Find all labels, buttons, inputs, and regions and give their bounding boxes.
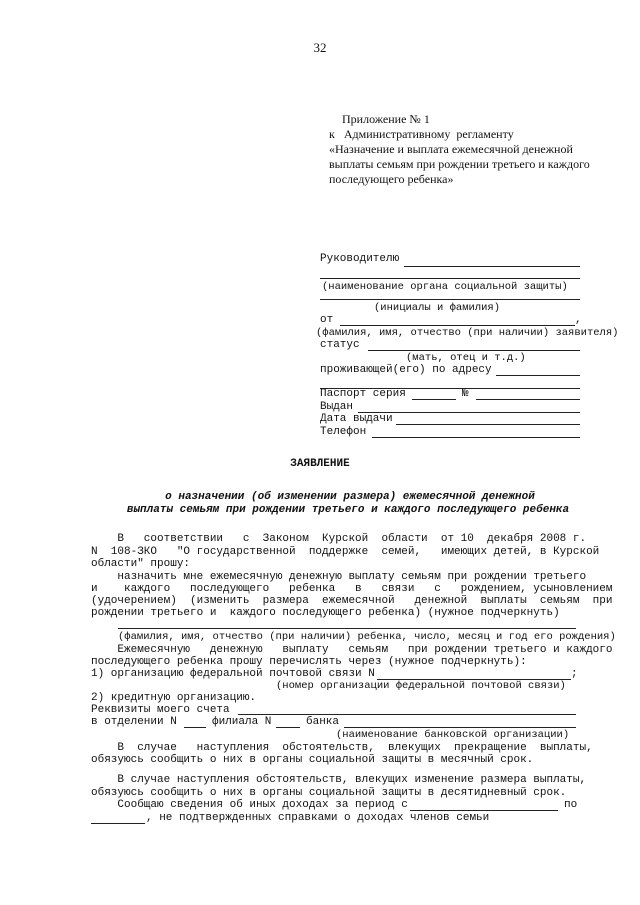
- initials-hint: (инициалы и фамилия): [374, 302, 501, 314]
- status-label: статус: [320, 339, 360, 351]
- phone-field[interactable]: [372, 437, 580, 438]
- status-field[interactable]: [368, 350, 580, 351]
- filial-number-field[interactable]: [276, 727, 300, 728]
- applicant-field[interactable]: [340, 325, 575, 326]
- post-hint: (номер организации федеральной почтовой связи): [276, 680, 566, 692]
- body-p3-line2: последующего ребенка прошу перечислять через (нужное подчеркнуть):: [91, 656, 527, 668]
- body-p2-line3: (удочерением) (изменить размера ежемесячной денежной выплаты семьям при: [91, 595, 613, 607]
- child-hint: (фамилия, имя, отчество (при наличии) ребенка, число, месяц и год его рождения): [118, 631, 616, 643]
- statement-title: ЗАЯВЛЕНИЕ: [290, 458, 350, 470]
- statement-subtitle-2: выплаты семьям при рождении третьего и каждого последующего ребенка: [126, 504, 570, 516]
- body-p5-line2: обязуюсь сообщить о них в органы социальной защиты в десятидневный срок.: [91, 787, 567, 799]
- account-field[interactable]: [238, 714, 576, 715]
- addressee-label: Руководителю: [320, 253, 400, 265]
- passport-series-label: Паспорт серия: [320, 388, 406, 400]
- body-p3-line3: 1) организацию федеральной почтовой связи N: [91, 668, 375, 680]
- body-p4-line1: В случае наступления обстоятельств, влекущих прекращение выплаты,: [91, 742, 593, 754]
- page-number: 32: [313, 40, 327, 55]
- period-to-label: по: [564, 799, 578, 811]
- body-p3-line1: Ежемесячную денежную выплату семьям при рождении третьего и каждого: [91, 644, 613, 656]
- body-p4-line2: обязуюсь сообщить о них в органы социальной защиты в месячный срок.: [91, 754, 534, 766]
- organ-hint: (наименование органа социальной защиты): [322, 281, 568, 293]
- appendix-line-1: Приложение № 1: [342, 112, 430, 126]
- phone-label: Телефон: [320, 426, 367, 438]
- initials-field[interactable]: [320, 299, 580, 300]
- body-p6-line2: , не подтвержденных справками о доходах членов семьи: [146, 812, 490, 824]
- issue-date-label: Дата выдачи: [320, 413, 393, 425]
- appendix-line-5: последующего ребенка»: [329, 172, 454, 186]
- from-label: от: [320, 314, 334, 326]
- addressee-field[interactable]: [404, 266, 580, 267]
- issue-date-field[interactable]: [396, 424, 580, 425]
- period-from-field[interactable]: [410, 810, 558, 811]
- issued-by-label: Выдан: [320, 401, 354, 413]
- body-p6-line1: Сообщаю сведения об иных доходах за период с: [91, 799, 408, 811]
- passport-number-field[interactable]: [476, 399, 580, 400]
- statement-subtitle-1: о назначении (об изменении размера) ежемесячной денежной: [165, 491, 535, 503]
- bank-field[interactable]: [344, 727, 576, 728]
- requisites-label: Реквизиты моего счета: [91, 704, 230, 716]
- organ-field[interactable]: [320, 278, 580, 279]
- applicant-comma: ,: [575, 314, 582, 326]
- body-p1-line1: В соответствии с Законом Курской области от 10 декабря 2008 г.: [91, 533, 587, 545]
- bank-label: банка: [306, 716, 340, 728]
- passport-series-field[interactable]: [412, 399, 456, 400]
- body-p2-line1: назначить мне ежемесячную денежную выплату семьям при рождении третьего: [91, 571, 587, 583]
- appendix-line-4: выплаты семьям при рождении третьего и каждого: [329, 157, 590, 171]
- passport-number-sign: №: [462, 388, 469, 400]
- credit-org-line: 2) кредитную организацию.: [91, 692, 257, 704]
- child-field[interactable]: [118, 628, 576, 629]
- body-p5-line1: В случае наступления обстоятельств, влекущих изменение размера выплаты,: [91, 774, 587, 786]
- address-label: проживающей(его) по адресу: [320, 364, 492, 376]
- bank-hint: (наименование банковской организации): [336, 729, 570, 741]
- body-p2-line2: и каждого последующего ребенка в связи с рождением, усыновлением: [91, 583, 613, 595]
- appendix-line-3: «Назначение и выплата ежемесячной денежной: [329, 142, 573, 156]
- post-semicolon: ;: [571, 668, 578, 680]
- status-hint: (мать, отец и т.д.): [406, 352, 526, 364]
- filial-label: филиала N: [212, 716, 272, 728]
- appendix-line-2: к Административному регламенту: [329, 127, 514, 141]
- body-p2-line4: рождении третьего и каждого последующего ребенка) (нужное подчеркнуть): [91, 607, 560, 619]
- body-p1-line2: N 108-ЗКО "О государственной поддержке семей, имеющих детей, в Курской: [91, 546, 600, 558]
- period-to-field[interactable]: [91, 823, 145, 824]
- branch-label: в отделении N: [91, 716, 177, 728]
- address-field[interactable]: [496, 375, 580, 376]
- body-p1-line3: области" прошу:: [91, 558, 191, 570]
- branch-number-field[interactable]: [184, 727, 206, 728]
- applicant-hint: (фамилия, имя, отчество (при наличии) заявителя): [316, 327, 619, 339]
